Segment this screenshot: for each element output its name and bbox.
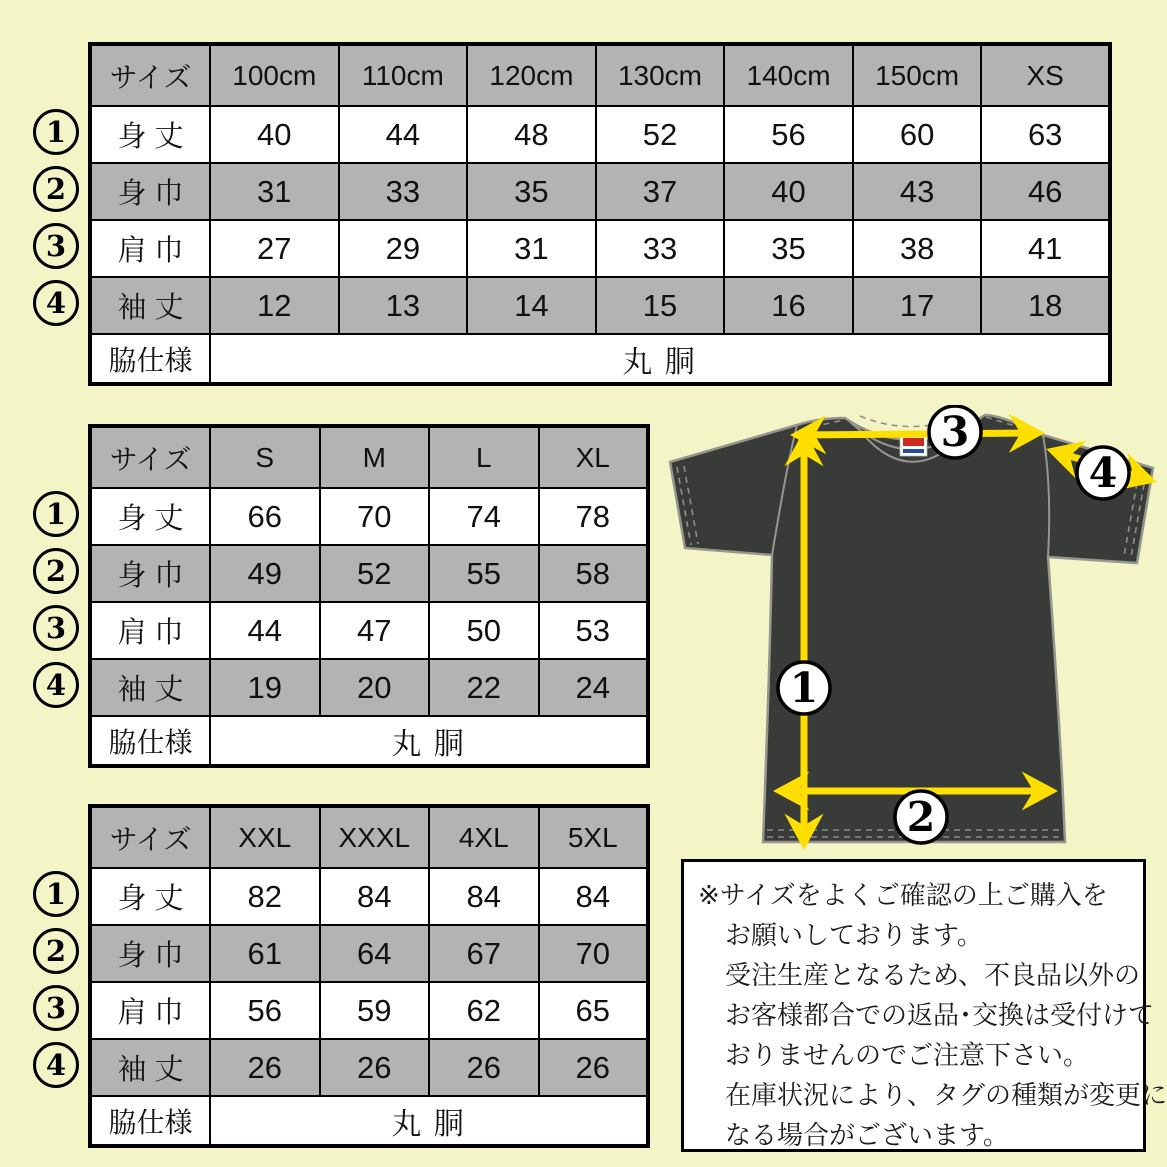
size-value: 52 <box>596 106 725 163</box>
row-label: 身 巾 <box>90 925 210 982</box>
column-header: XXL <box>210 806 320 868</box>
row-label: 身 丈 <box>90 488 210 545</box>
size-value: 58 <box>539 545 649 602</box>
size-value: 84 <box>320 868 430 925</box>
note-line: なる場合がございます。 <box>725 1120 1009 1150</box>
size-value: 18 <box>981 277 1110 334</box>
column-header: S <box>210 426 320 488</box>
column-header: XS <box>981 44 1110 106</box>
column-header: XXXL <box>320 806 430 868</box>
size-value: 15 <box>596 277 725 334</box>
size-value: 43 <box>853 163 982 220</box>
column-header: 150cm <box>853 44 982 106</box>
row-label: 身 丈 <box>90 106 210 163</box>
size-header-label: サイズ <box>90 426 210 488</box>
note-line: 在庫状況により、タグの種類が変更に <box>725 1080 1167 1110</box>
column-header: 5XL <box>539 806 649 868</box>
purchase-note-box <box>681 859 1167 1152</box>
size-value: 13 <box>339 277 468 334</box>
size-table-big <box>88 804 650 1148</box>
size-value: 26 <box>539 1039 649 1096</box>
note-line: 受注生産となるため、不良品以外の <box>725 960 1140 990</box>
size-header-label: サイズ <box>90 44 210 106</box>
size-value: 67 <box>429 925 539 982</box>
row-label: 袖 丈 <box>90 1039 210 1096</box>
size-value: 50 <box>429 602 539 659</box>
note-line: お客様都合での返品･交換は受付けて <box>725 1000 1155 1030</box>
size-value: 35 <box>724 220 853 277</box>
size-value: 26 <box>320 1039 430 1096</box>
size-value: 84 <box>539 868 649 925</box>
row-marker-2: 2 <box>33 548 79 594</box>
size-value: 48 <box>467 106 596 163</box>
size-value: 66 <box>210 488 320 545</box>
size-value: 55 <box>429 545 539 602</box>
row-marker-1: 1 <box>33 871 79 917</box>
footer-label: 脇仕様 <box>90 716 210 766</box>
size-value: 56 <box>724 106 853 163</box>
size-value: 63 <box>981 106 1110 163</box>
size-value: 84 <box>429 868 539 925</box>
size-value: 82 <box>210 868 320 925</box>
size-value: 31 <box>210 163 339 220</box>
column-header: L <box>429 426 539 488</box>
size-value: 37 <box>596 163 725 220</box>
column-header: M <box>320 426 430 488</box>
row-label: 袖 丈 <box>90 277 210 334</box>
column-header: 130cm <box>596 44 725 106</box>
size-value: 26 <box>429 1039 539 1096</box>
svg-text:1: 1 <box>789 664 819 712</box>
row-marker-1: 1 <box>33 109 79 155</box>
row-marker-3: 3 <box>33 985 79 1031</box>
row-marker-4: 4 <box>33 662 79 708</box>
row-marker-2: 2 <box>33 166 79 212</box>
neck-tag <box>900 435 927 456</box>
size-value: 12 <box>210 277 339 334</box>
size-header-label: サイズ <box>90 806 210 868</box>
size-value: 59 <box>320 982 430 1039</box>
size-value: 49 <box>210 545 320 602</box>
size-value: 74 <box>429 488 539 545</box>
row-label: 身 巾 <box>90 545 210 602</box>
size-table-adult <box>88 424 650 768</box>
tshirt-measurement-diagram <box>660 405 1165 860</box>
column-header: XL <box>539 426 649 488</box>
svg-text:4: 4 <box>1088 449 1118 497</box>
shoulder-width-arrow <box>797 433 1038 435</box>
footer-value: 丸 胴 <box>210 716 648 766</box>
size-value: 33 <box>339 163 468 220</box>
note-line: ※サイズをよくご確認の上ご購入を <box>698 880 1108 910</box>
diagram-marker-2 <box>895 791 947 843</box>
row-marker-1: 1 <box>33 491 79 537</box>
size-value: 31 <box>467 220 596 277</box>
diagram-marker-1 <box>778 662 830 714</box>
size-value: 52 <box>320 545 430 602</box>
column-header: 4XL <box>429 806 539 868</box>
size-value: 53 <box>539 602 649 659</box>
size-value: 70 <box>539 925 649 982</box>
size-value: 70 <box>320 488 430 545</box>
size-value: 27 <box>210 220 339 277</box>
size-table-kids <box>88 42 1112 386</box>
size-value: 44 <box>339 106 468 163</box>
row-marker-2: 2 <box>33 928 79 974</box>
row-label: 肩 巾 <box>90 602 210 659</box>
size-value: 38 <box>853 220 982 277</box>
column-header: 120cm <box>467 44 596 106</box>
svg-text:2: 2 <box>906 793 936 841</box>
size-value: 22 <box>429 659 539 716</box>
row-label: 身 丈 <box>90 868 210 925</box>
size-value: 41 <box>981 220 1110 277</box>
size-value: 60 <box>853 106 982 163</box>
size-value: 56 <box>210 982 320 1039</box>
size-value: 62 <box>429 982 539 1039</box>
row-marker-3: 3 <box>33 605 79 651</box>
footer-value: 丸 胴 <box>210 334 1110 384</box>
size-value: 33 <box>596 220 725 277</box>
footer-value: 丸 胴 <box>210 1096 648 1146</box>
row-marker-4: 4 <box>33 1042 79 1088</box>
footer-label: 脇仕様 <box>90 1096 210 1146</box>
size-value: 47 <box>320 602 430 659</box>
diagram-marker-4 <box>1077 447 1129 499</box>
diagram-marker-3 <box>929 406 981 458</box>
size-value: 14 <box>467 277 596 334</box>
size-value: 65 <box>539 982 649 1039</box>
size-value: 26 <box>210 1039 320 1096</box>
size-value: 20 <box>320 659 430 716</box>
row-marker-4: 4 <box>33 280 79 326</box>
row-label: 肩 巾 <box>90 982 210 1039</box>
size-value: 44 <box>210 602 320 659</box>
size-value: 40 <box>210 106 339 163</box>
size-value: 17 <box>853 277 982 334</box>
size-value: 29 <box>339 220 468 277</box>
column-header: 140cm <box>724 44 853 106</box>
size-value: 24 <box>539 659 649 716</box>
row-label: 袖 丈 <box>90 659 210 716</box>
column-header: 110cm <box>339 44 468 106</box>
size-value: 16 <box>724 277 853 334</box>
column-header: 100cm <box>210 44 339 106</box>
footer-label: 脇仕様 <box>90 334 210 384</box>
note-line: おりませんのでご注意下さい。 <box>725 1040 1090 1070</box>
size-value: 35 <box>467 163 596 220</box>
row-label: 身 巾 <box>90 163 210 220</box>
svg-text:3: 3 <box>940 408 970 456</box>
size-value: 78 <box>539 488 649 545</box>
size-value: 61 <box>210 925 320 982</box>
size-value: 46 <box>981 163 1110 220</box>
row-label: 肩 巾 <box>90 220 210 277</box>
size-value: 19 <box>210 659 320 716</box>
row-marker-3: 3 <box>33 223 79 269</box>
note-line: お願いしております。 <box>725 920 983 950</box>
size-value: 40 <box>724 163 853 220</box>
size-value: 64 <box>320 925 430 982</box>
